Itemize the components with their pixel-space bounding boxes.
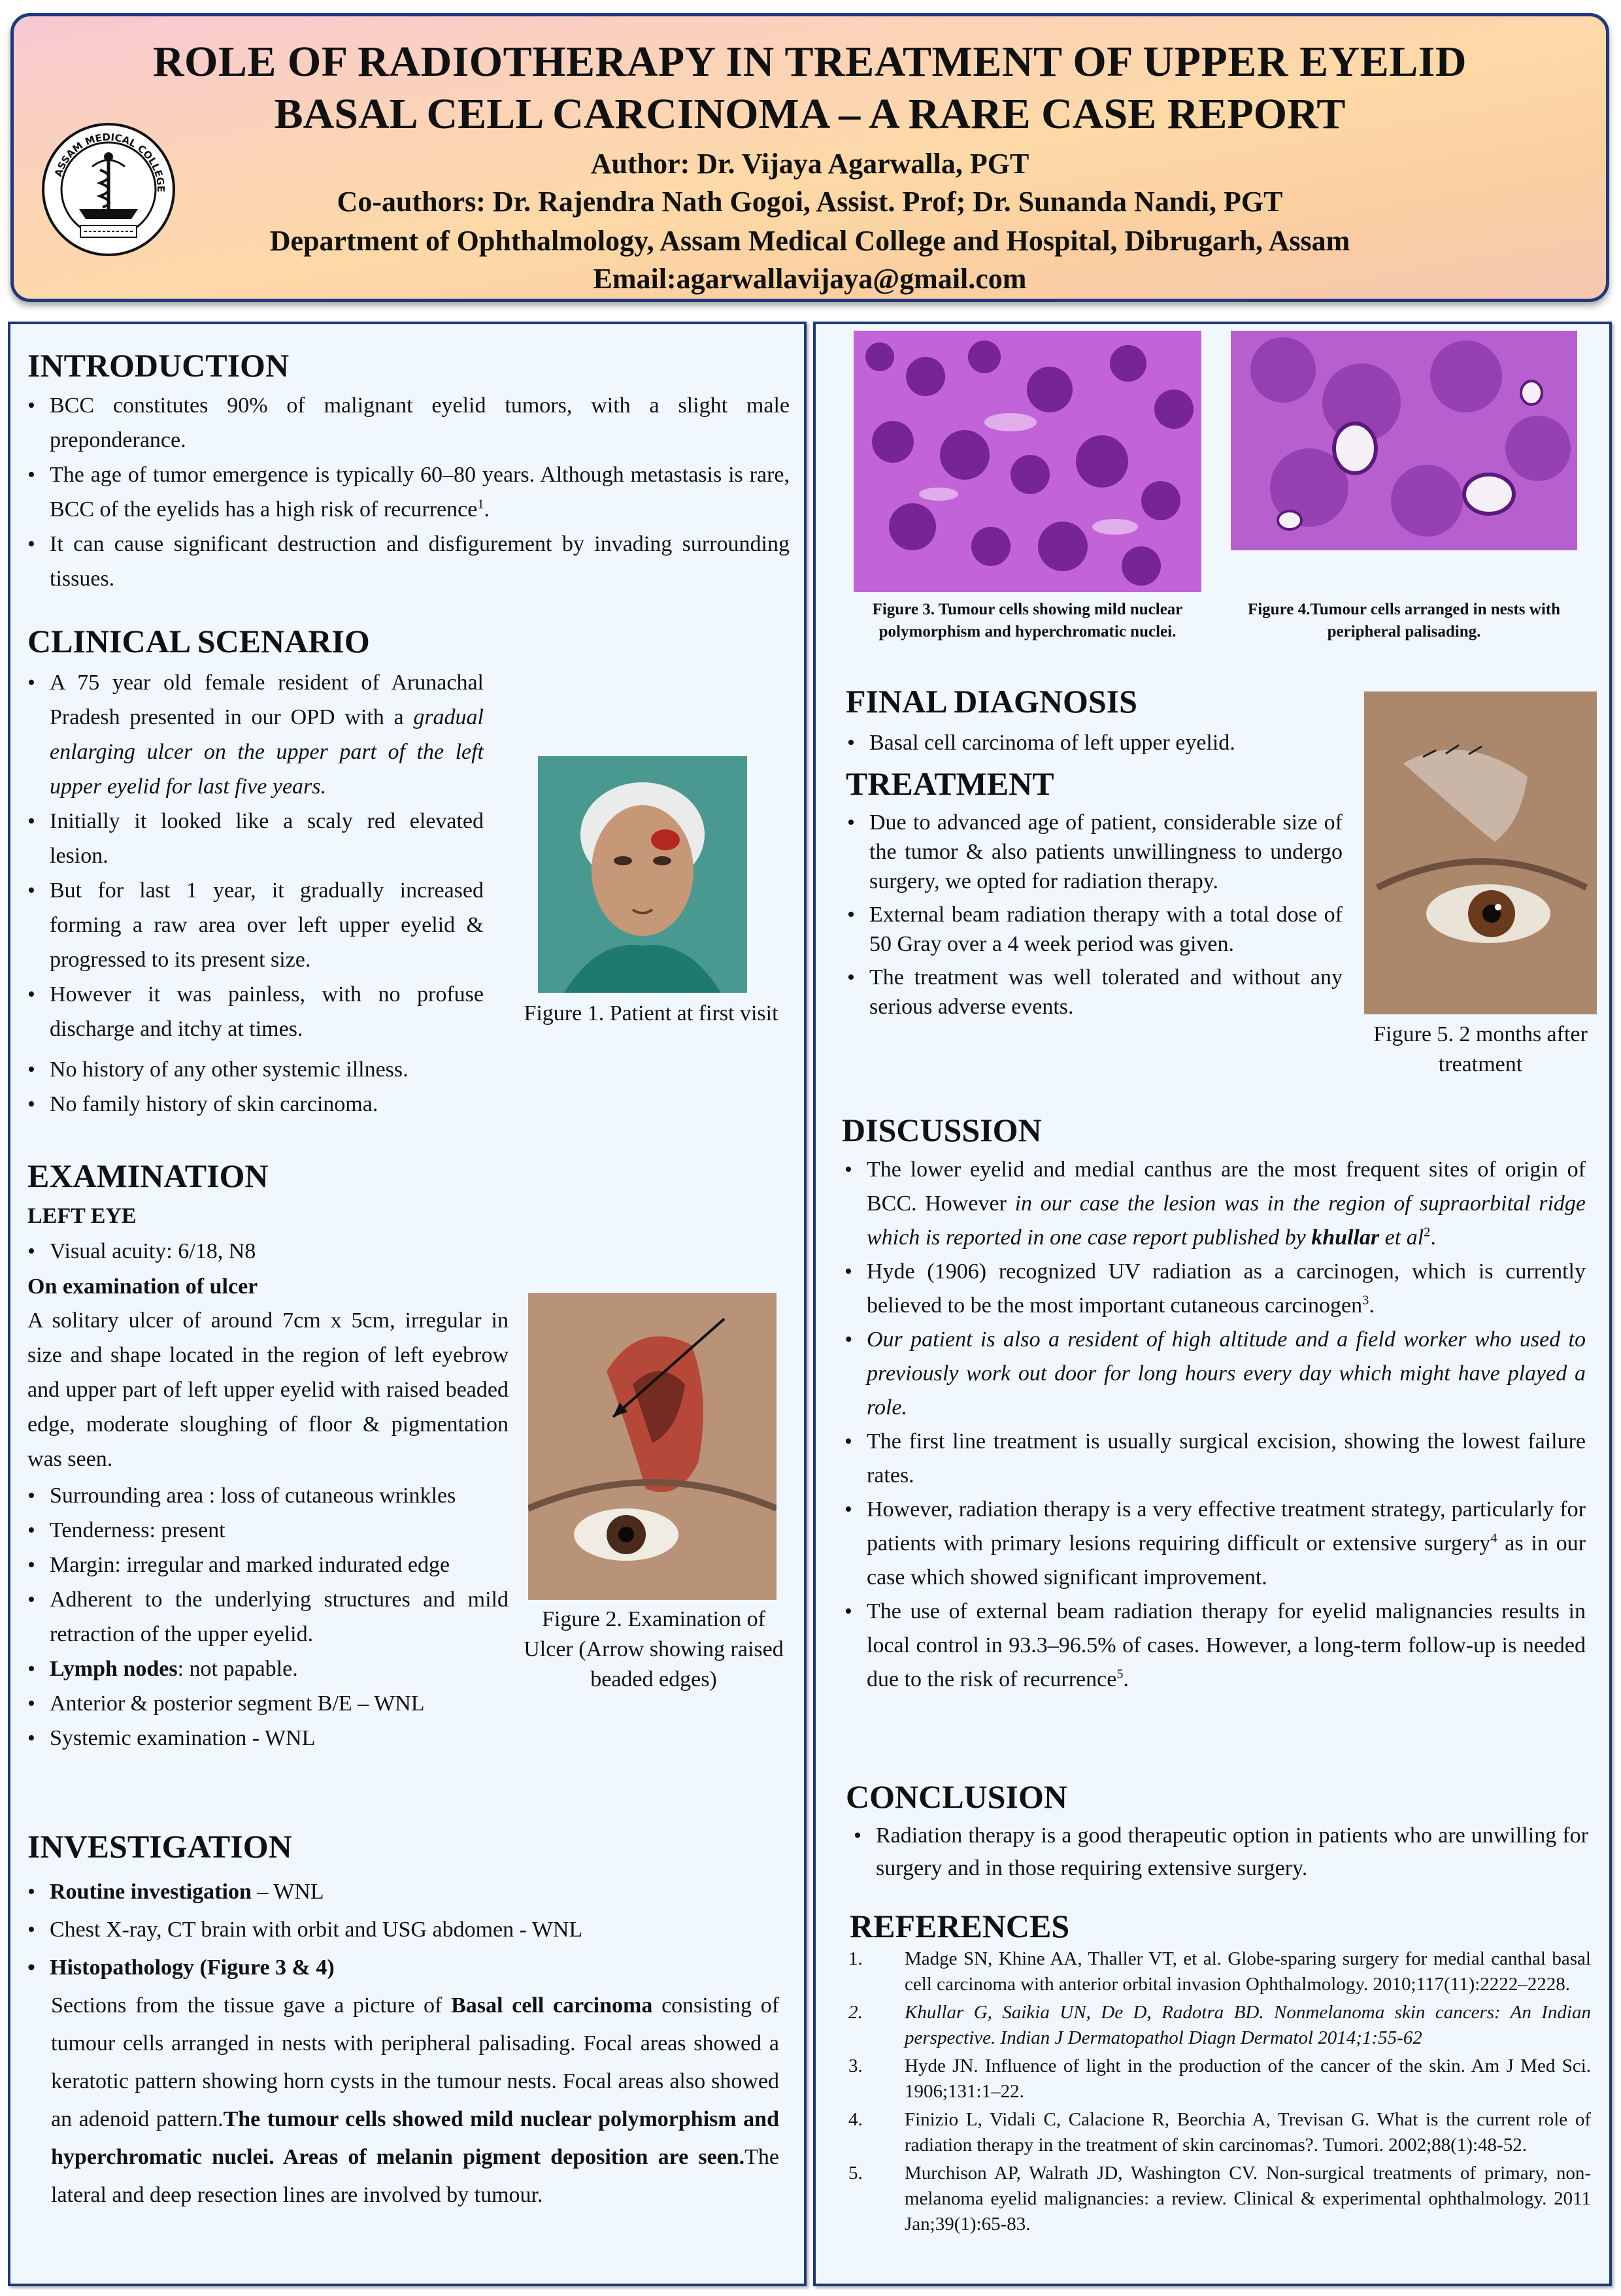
introduction-list: [26, 388, 790, 596]
intro-item: • It can cause significant destruction and disfigurement by invading surrounding tissues.: [26, 527, 790, 596]
conclusion-item: • Radiation therapy is a good therapeutic option in patients who are unwilling for surgery and in those requiring extensive surgery.: [852, 1820, 1588, 1885]
poster-title-line2: BASAL CELL CARCINOMA – A RARE CASE REPORT: [274, 90, 1346, 138]
discussion-heading: DISCUSSION: [842, 1112, 1042, 1148]
references-list: [847, 1946, 1591, 2240]
left-eye-subheading: LEFT EYE: [27, 1204, 137, 1228]
exam-item: • Tenderness: present: [26, 1513, 509, 1548]
treatment-item: • External beam radiation therapy with a total dose of 50 Gray over a 4 week period was given.: [846, 900, 1343, 959]
investigation-item: • Histopathology (Figure 3 & 4): [26, 1949, 790, 1987]
discussion-item: • However, radiation therapy is a very effective treatment strategy, particularly for patients with primary lesions requiring difficult or extensive surgery$^4$ as in our case which showed significant improvement.: [843, 1493, 1586, 1595]
exam-item: • Surrounding area : loss of cutaneous wrinkles: [26, 1478, 509, 1513]
final-diagnosis-list: [846, 725, 1356, 760]
visual-acuity-list: [26, 1234, 484, 1269]
conclusion-list: [852, 1820, 1588, 1885]
exam-item: • Margin: irregular and marked indurated edge: [26, 1548, 509, 1582]
figure1-caption: Figure 1. Patient at first visit: [524, 1001, 778, 1025]
exam-item: • Anterior & posterior segment B/E – WNL: [26, 1686, 509, 1721]
figure4-histology-photo: [1231, 331, 1577, 550]
discussion-item: • Hyde (1906) recognized UV radiation as a carcinogen, which is currently believed to be the most important cutaneous carcinogen$^3$.: [843, 1255, 1586, 1323]
department-line: Department of Ophthalmology, Assam Medical College and Hospital, Dibrugarh, Assam: [269, 225, 1350, 257]
diagnosis-item: • Basal cell carcinoma of left upper eyelid.: [846, 725, 1356, 760]
clinical-item: • Initially it looked like a scaly red elevated lesion.: [26, 804, 484, 873]
clinical-list: [26, 665, 484, 1046]
examination-heading: EXAMINATION: [27, 1157, 269, 1194]
figure3-caption: Figure 3. Tumour cells showing mild nuclear polymorphism and hyperchromatic nuclei.: [872, 601, 1183, 641]
poster-header: [10, 13, 1609, 302]
clinical-item: • However it was painless, with no profuse discharge and itchy at times.: [26, 977, 484, 1046]
discussion-item: • The use of external beam radiation therapy for eyelid malignancies results in local control in 93.3–96.5% of cases. However, a long-term follow-up is needed due to the risk of recurrence$^5$.: [843, 1595, 1586, 1697]
ulcer-description: A solitary ulcer of around 7cm x 5cm, irregular in size and shape located in the region of left eyebrow and upper part of left upper eyelid with raised beaded edge, moderate sloughing of floor & pigmentation was seen.: [27, 1308, 509, 1471]
treatment-list: [846, 808, 1343, 1022]
figure4-caption: Figure 4.Tumour cells arranged in nests with peripheral palisading.: [1247, 601, 1561, 641]
exam-item: • Systemic examination - WNL: [26, 1721, 509, 1755]
references-heading: REFERENCES: [850, 1908, 1070, 1944]
conclusion-heading: CONCLUSION: [846, 1778, 1067, 1815]
college-logo-icon: [40, 121, 177, 258]
reference-item: 3. Hyde JN. Influence of light in the production of the cancer of the skin. Am J Med Sci. 1906;131:1–22.: [848, 2055, 1591, 2102]
figure2-caption: Figure 2. Examination of Ulcer (Arrow showing raised beaded edges): [524, 1607, 784, 1691]
discussion-list: [843, 1153, 1586, 1697]
clinical-list-2: [26, 1052, 790, 1122]
investigation-heading: INVESTIGATION: [27, 1828, 292, 1865]
clinical-scenario-heading: CLINICAL SCENARIO: [27, 623, 370, 659]
treatment-heading: TREATMENT: [846, 765, 1054, 802]
clinical-item: • But for last 1 year, it gradually increased forming a raw area over left upper eyelid & progressed to its present size.: [26, 873, 484, 977]
treatment-item: • The treatment was well tolerated and without any serious adverse events.: [846, 963, 1343, 1022]
discussion-item: • The first line treatment is usually surgical excision, showing the lowest failure rates.: [843, 1425, 1586, 1493]
discussion-item: • Our patient is also a resident of high altitude and a field worker who used to previously work out door for long hours every day which might have played a role.: [843, 1323, 1586, 1425]
discussion-item: • The lower eyelid and medial canthus are the most frequent sites of origin of BCC. However in our case the lesion was in the region of supraorbital ridge which is reported in one case report published by khullar et $al^2$.: [843, 1153, 1586, 1255]
ulcer-exam-heading: On examination of ulcer: [27, 1274, 258, 1299]
svg-text:ASSAM MEDICAL COLLEGE: ASSAM MEDICAL COLLEGE: [52, 131, 167, 193]
clinical-item: • No family history of skin carcinoma.: [26, 1087, 790, 1122]
coauthors-line: Co-authors: Dr. Rajendra Nath Gogoi, Assist. Prof; Dr. Sunanda Nandi, PGT: [337, 186, 1283, 218]
reference-item: 2. Khullar G, Saikia UN, De D, Radotra BD. Nonmelanoma skin cancers: An Indian perspective. Indian J Dermatopathol Diagn Dermatol 2014;1:55-62: [848, 2002, 1591, 2048]
exam-item: • Adherent to the underlying structures and mild retraction of the upper eyelid.: [26, 1582, 509, 1652]
author-line: Author: Dr. Vijaya Agarwalla, PGT: [590, 148, 1029, 180]
exam-item: • Lymph nodes: not papable.: [26, 1652, 509, 1686]
investigation-item: • Chest X-ray, CT brain with orbit and USG abdomen - WNL: [26, 1911, 790, 1949]
treatment-item: • Due to advanced age of patient, considerable size of the tumor & also patients unwillingness to undergo surgery, we opted for radiation therapy.: [846, 808, 1343, 896]
investigation-item: • Routine investigation – WNL: [26, 1873, 790, 1911]
figure5-after-treatment-photo: [1364, 691, 1597, 1014]
email-line: Email:agarwallavijaya@gmail.com: [593, 263, 1027, 295]
introduction-heading: INTRODUCTION: [27, 347, 290, 384]
poster-title-line1: ROLE OF RADIOTHERAPY IN TREATMENT OF UPPER EYELID: [152, 38, 1467, 86]
intro-item: • The age of tumor emergence is typically 60–80 years. Although metastasis is rare, BCC of the eyelids has a high risk of recurrence$^1$.: [26, 458, 790, 527]
reference-item: 5. Murchison AP, Walrath JD, Washington CV. Non-surgical treatments of primary, non-melanoma eyelid malignancies: a review. Clinical & experimental ophthalmology. 2011 Jan;39(1):65-83.: [848, 2163, 1591, 2235]
clinical-item: • A 75 year old female resident of Arunachal Pradesh presented in our OPD with a gradual enlarging ulcer on the upper part of the left upper eyelid for last five years.: [26, 665, 484, 804]
figure2-ulcer-photo: [528, 1293, 777, 1600]
figure3-histology-photo: [854, 331, 1201, 592]
intro-item: • BCC constitutes 90% of malignant eyelid tumors, with a slight male preponderance.: [26, 388, 790, 458]
visual-acuity-item: • Visual acuity: 6/18, N8: [26, 1234, 484, 1269]
figure5-caption: Figure 5. 2 months after treatment: [1373, 1022, 1588, 1076]
exam-findings-list: [26, 1478, 509, 1755]
reference-item: 4. Finizio L, Vidali C, Calacione R, Beorchia A, Trevisan G. What is the current role of radiation therapy in the treatment of skin carcinomas?. Tumori. 2002;88(1):48-52.: [848, 2109, 1591, 2155]
reference-item: 1. Madge SN, Khine AA, Thaller VT, et al. Globe-sparing surgery for medial canthal basal cell carcinoma with anterior orbital invasion Ophthalmology. 2010;117(11):2222–2228.: [848, 1948, 1591, 1995]
clinical-item: • No history of any other systemic illness.: [26, 1052, 790, 1087]
investigation-list: [26, 1873, 790, 1987]
figure1-patient-photo: [538, 756, 747, 993]
histopathology-paragraph: Sections from the tissue gave a picture of Basal cell carcinoma consisting of tumour cells arranged in nests with peripheral palisading. Focal areas showed a keratotic pattern showing horn cysts in the tumour nests. Focal areas also showed an adenoid pattern.The tumour cells showed mild nuclear polymorphism and hyperchromatic nuclei. Areas of melanin pigment deposition are seen.The lateral and deep resection lines are involved by tumour.: [51, 1993, 780, 2207]
final-diagnosis-heading: FINAL DIAGNOSIS: [846, 683, 1137, 720]
